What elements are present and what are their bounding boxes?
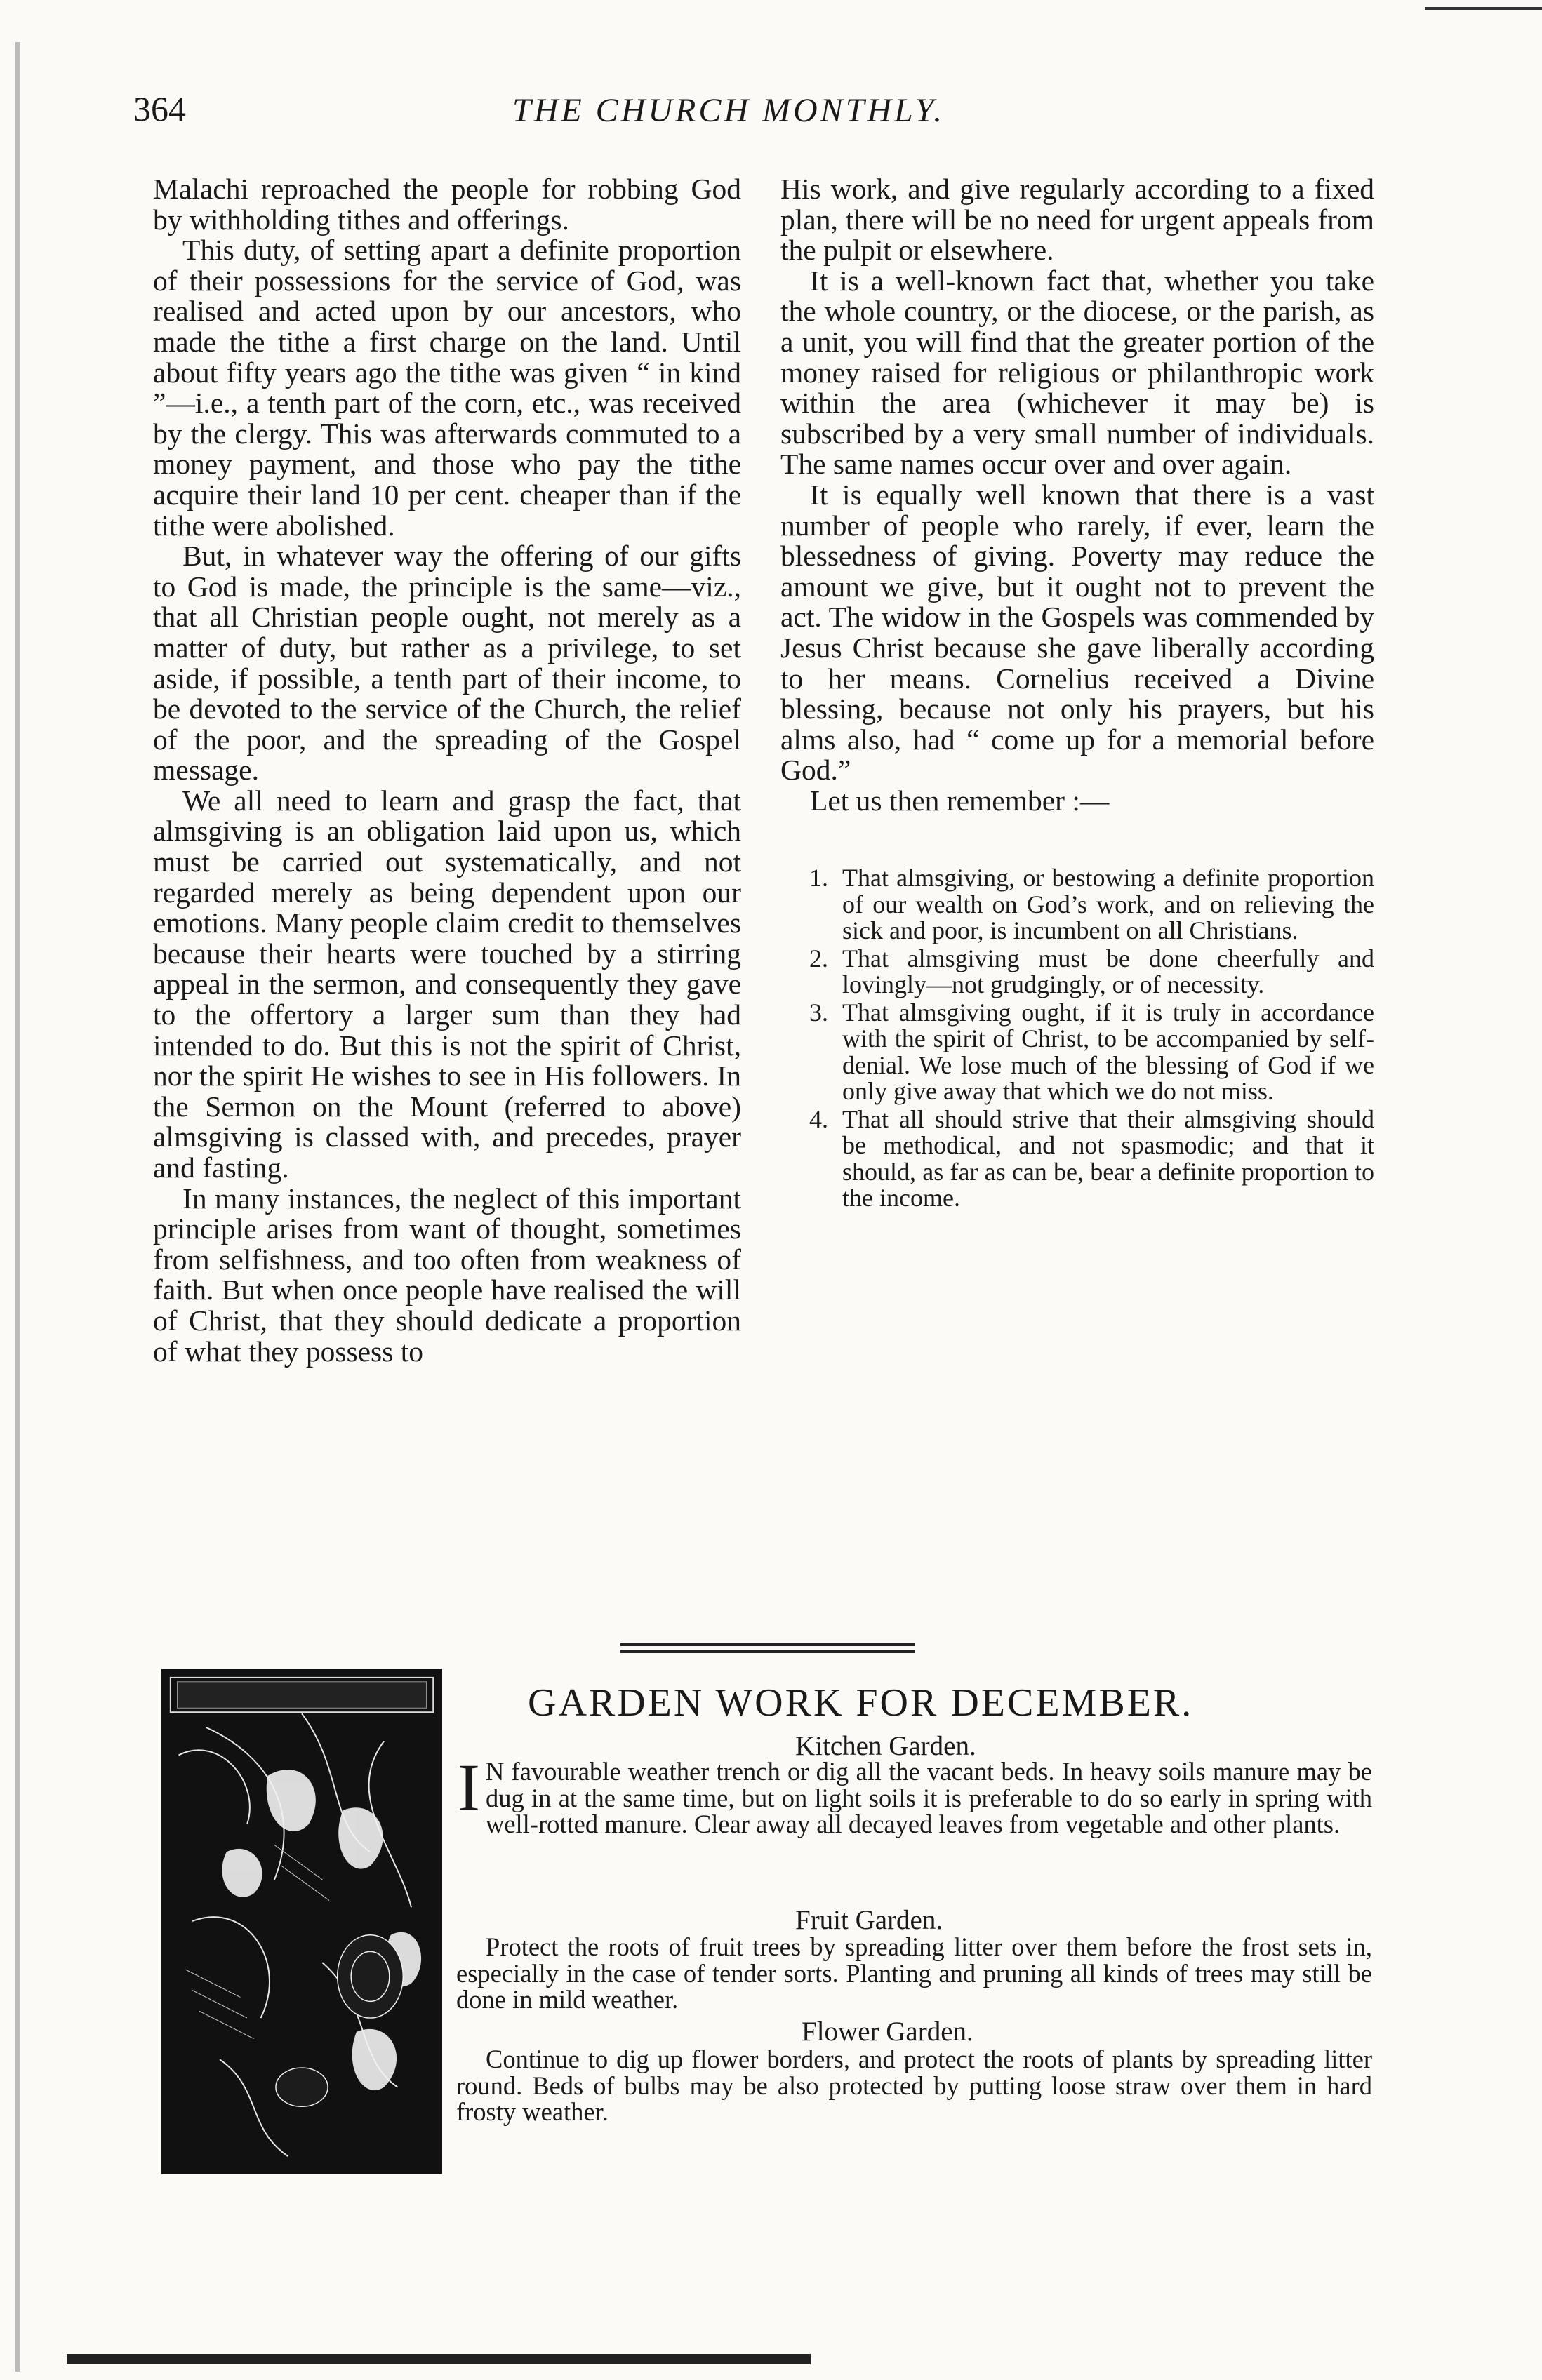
running-head: THE CHURCH MONTHLY. — [512, 92, 945, 129]
list-text: That almsgiving ought, if it is truly in accordance with the spirit of Christ, to be accompanied by self-denial. We lose much of the blessing of God if we only give away that which we do not miss. — [842, 998, 1374, 1106]
page-number: 364 — [133, 89, 186, 128]
paragraph: In many instances, the neglect of this important principle arises from want of thought, sometimes from selfishness, and too often from weakness of faith. But when once people have realised the will of Christ, that they should dedicate a proportion of what they possess to — [153, 1182, 741, 1368]
list-item — [780, 865, 1374, 944]
list-text: That all should strive that their almsgiving should be methodical, and not spasmodic; and that it should, as far as can be, bear a definite proportion to the income. — [842, 1104, 1374, 1212]
list-item — [780, 946, 1374, 998]
article-left-column — [153, 174, 741, 1367]
garden-section-title: GARDEN WORK FOR DECEMBER. — [528, 1681, 1194, 1725]
paragraph: Malachi reproached the people for robbing God by withholding tithes and offerings. — [153, 173, 741, 236]
top-edge-line — [1425, 7, 1542, 10]
paragraph: It is equally well known that there is a vast number of people who rarely, if ever, learn the blessedness of giving. Poverty may reduce the amount we give, but it ought not to prevent the act. The widow in the Gospels was commended by Jesus Christ because she gave liberally according to her means. Cornelius received a Divine blessing, because not only his prayers, but his alms also, had “ come up for a memorial before God.” — [780, 478, 1374, 787]
paragraph: It is a well-known fact that, whether you take the whole country, or the diocese, or the parish, as a unit, you will find that the greater portion of the money raised for religious or philanthropic work within the area (whichever it may be) is subscribed by a very small number of individuals. The same names occur over and over again. — [780, 264, 1374, 481]
flower-garden-paragraph: Continue to dig up flower borders, and protect the roots of plants by spreading litter round. Beds of bulbs may be also protected by putting loose straw over them in hard frosty weather. — [456, 2045, 1372, 2127]
flower-garden-heading: Flower Garden. — [802, 2017, 973, 2047]
garden-illustration — [161, 1669, 442, 2174]
bottom-margin-bar — [67, 2354, 811, 2364]
section-divider — [620, 1643, 915, 1646]
paragraph: Let us then remember :— — [810, 784, 1110, 817]
fruit-garden-paragraph: Protect the roots of fruit trees by spreading litter over them before the frost sets in, especially in the case of tender sorts. Planting and pruning all kinds of trees may still be done in mild weather. — [456, 1932, 1372, 2014]
section-divider — [620, 1650, 915, 1653]
leaf-engraving — [165, 1672, 439, 2170]
paragraph: We all need to learn and grasp the fact, that almsgiving is an obligation laid upon us, which must be carried out systematically, and not regarded merely as being dependent upon our emotions. Many people claim credit to themselves because their hearts were touched by a stirring appeal in the sermon, and consequently they gave to the offertory a larger sum than they had intended to do. But this is not the spirit of Christ, nor the spirit He wishes to see in His followers. In the Sermon on the Mount (referred to above) almsgiving is classed with, and precedes, prayer and fasting. — [153, 784, 741, 1184]
list-number: 2. — [809, 944, 828, 972]
numbered-list — [780, 865, 1374, 1212]
page-edge-line — [15, 42, 20, 2372]
kitchen-garden-paragraph — [456, 1750, 1372, 1839]
list-text: That almsgiving must be done cheerfully and lovingly—not grudgingly, or of necessity. — [842, 944, 1374, 999]
list-number: 4. — [809, 1104, 828, 1133]
kitchen-garden-text: N favourable weather trench or dig all the vacant beds. In heavy soils manure may be dug in at the same time, but on light soils it is preferable to do so early in spring with well-rotted manure. Clear away all decayed leaves from vegetable and other plants. — [485, 1757, 1372, 1839]
list-item — [780, 1000, 1374, 1105]
list-text: That almsgiving, or bestowing a definite proportion of our wealth on God’s work, and on relieving the sick and poor, is incumbent on all Christians. — [842, 864, 1374, 945]
drop-cap: I — [458, 1750, 480, 1825]
list-number: 1. — [809, 864, 828, 893]
list-number: 3. — [809, 998, 828, 1027]
kitchen-garden-heading: Kitchen Garden. — [795, 1731, 976, 1761]
paragraph: His work, and give regularly according to a fixed plan, there will be no need for urgent appeals from the pulpit or elsewhere. — [780, 173, 1374, 267]
list-item — [780, 1104, 1374, 1212]
fruit-garden-heading: Fruit Garden. — [795, 1905, 943, 1935]
paragraph: But, in whatever way the offering of our gifts to God is made, the principle is the same—viz., that all Christian people ought, not merely as a matter of duty, but rather as a privilege, to set aside, if possible, a tenth part of their income, to be devoted to the service of the Church, the relief of the poor, and the spreading of the Gospel message. — [153, 540, 741, 787]
paragraph: This duty, of setting apart a definite proportion of their possessions for the service of God, was realised and acted upon by our ancestors, who made the tithe a first charge on the land. Until about fifty years ago the tithe was given “ in kind ”—i.e., a tenth part of the corn, etc., was received by the clergy. This was afterwards commuted to a money payment, and those who pay the tithe acquire their land 10 per cent. cheaper than if the tithe were abolished. — [153, 234, 741, 542]
article-right-column — [780, 174, 1374, 1213]
